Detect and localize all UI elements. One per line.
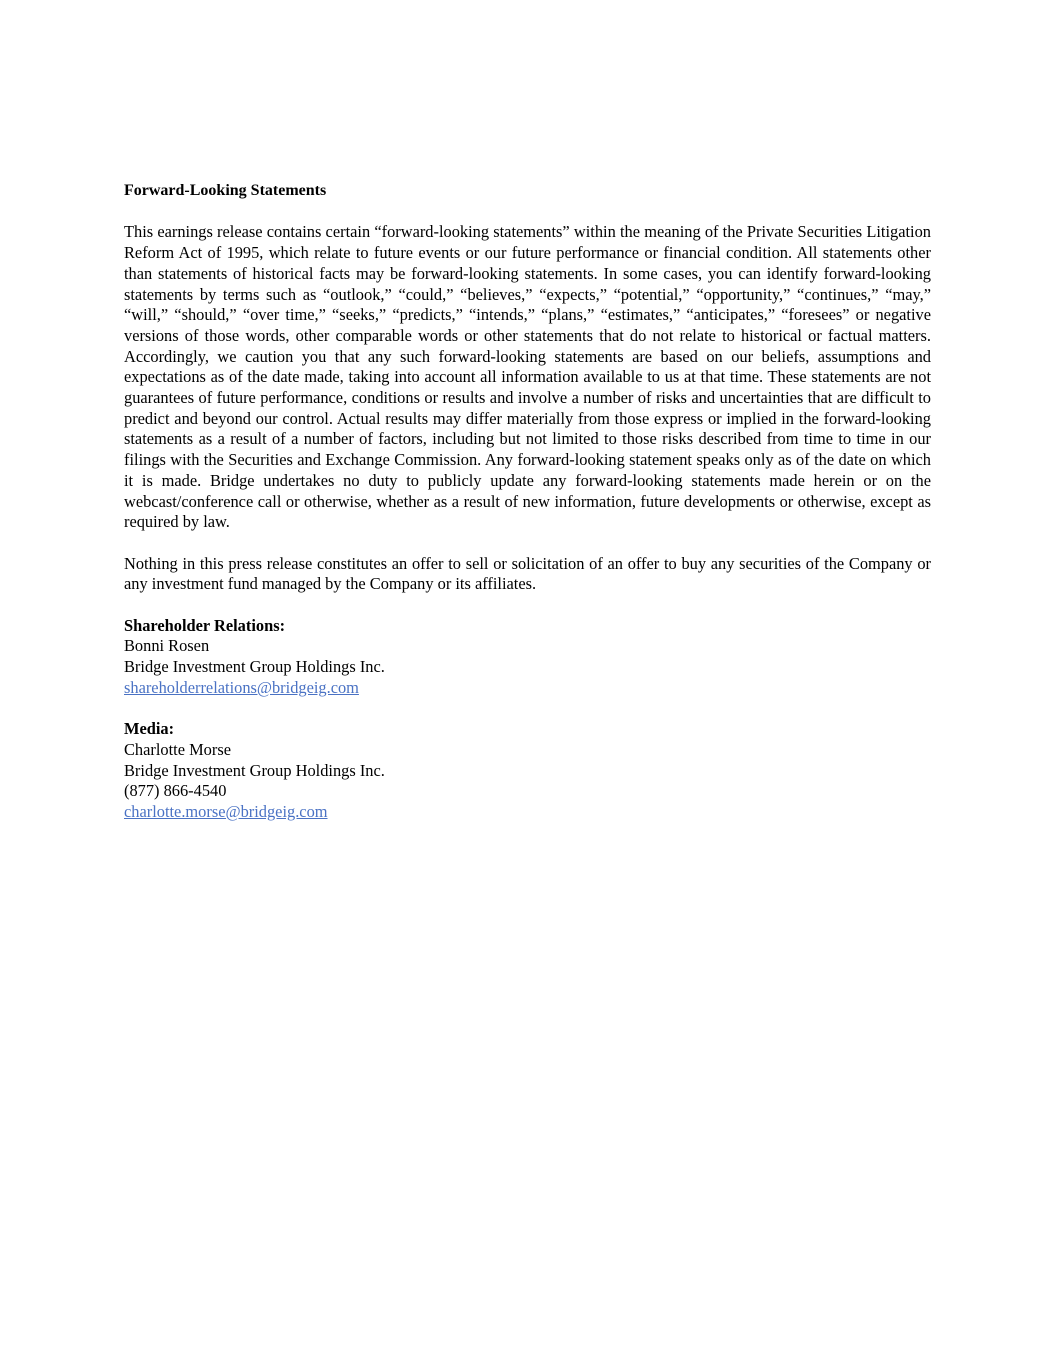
media-label: Media: <box>124 719 175 739</box>
shareholder-relations-contact <box>124 616 931 699</box>
contact-name: Charlotte Morse <box>124 739 231 759</box>
spacer <box>124 533 931 554</box>
contact-company: Bridge Investment Group Holdings Inc. <box>124 760 385 780</box>
spacer <box>124 699 931 720</box>
media-email-link[interactable]: charlotte.morse@bridgeig.com <box>124 802 328 822</box>
spacer <box>124 202 931 223</box>
contact-company: Bridge Investment Group Holdings Inc. <box>124 657 385 677</box>
media-contact <box>124 719 931 823</box>
contact-name: Bonni Rosen <box>124 636 210 656</box>
contact-phone: (877) 866-4540 <box>124 781 227 801</box>
shareholder-email-link[interactable]: shareholderrelations@bridgeig.com <box>124 677 359 697</box>
spacer <box>124 595 931 616</box>
document-page <box>124 181 931 823</box>
disclaimer-paragraph: Nothing in this press release constitutes an offer to sell or solicitation of an offer to buy any securities of the Company or any investment fund managed by the Company or its affiliates. <box>124 553 931 594</box>
shareholder-relations-label: Shareholder Relations: <box>124 615 286 635</box>
forward-looking-paragraph: This earnings release contains certain “forward-looking statements” within the meaning of the Private Securities Litigation Reform Act of 1995, which relate to future events or our future performance or financial condition. All statements other than statements of historical facts may be forward-looking statements. In some cases, you can identify forward-looking statements by terms such as “outlook,” “could,” “believes,” “expects,” “potential,” “opportunity,” “continues,” “may,” “will,” “should,” “over time,” “seeks,” “predicts,” “intends,” “plans,” “estimates,” “anticipates,” “foresees” or negative versions of those words, other comparable words or other statements that do not relate to historical or factual matters. Accordingly, we caution you that any such forward-looking statements are based on our beliefs, assumptions and expectations as of the date made, taking into account all information available to us at that time. These statements are not guarantees of future performance, conditions or results and involve a number of risks and uncertainties that are difficult to predict and beyond our control. Actual results may differ materially from those express or implied in the forward-looking statements as a result of a number of factors, including but not limited to those risks described from time to time in our filings with the Securities and Exchange Commission. Any forward-looking statement speaks only as of the date on which it is made. Bridge undertakes no duty to publicly update any forward-looking statements made herein or on the webcast/conference call or otherwise, whether as a result of new information, future developments or otherwise, except as required by law. <box>124 222 931 532</box>
forward-looking-heading: Forward-Looking Statements <box>124 182 327 199</box>
